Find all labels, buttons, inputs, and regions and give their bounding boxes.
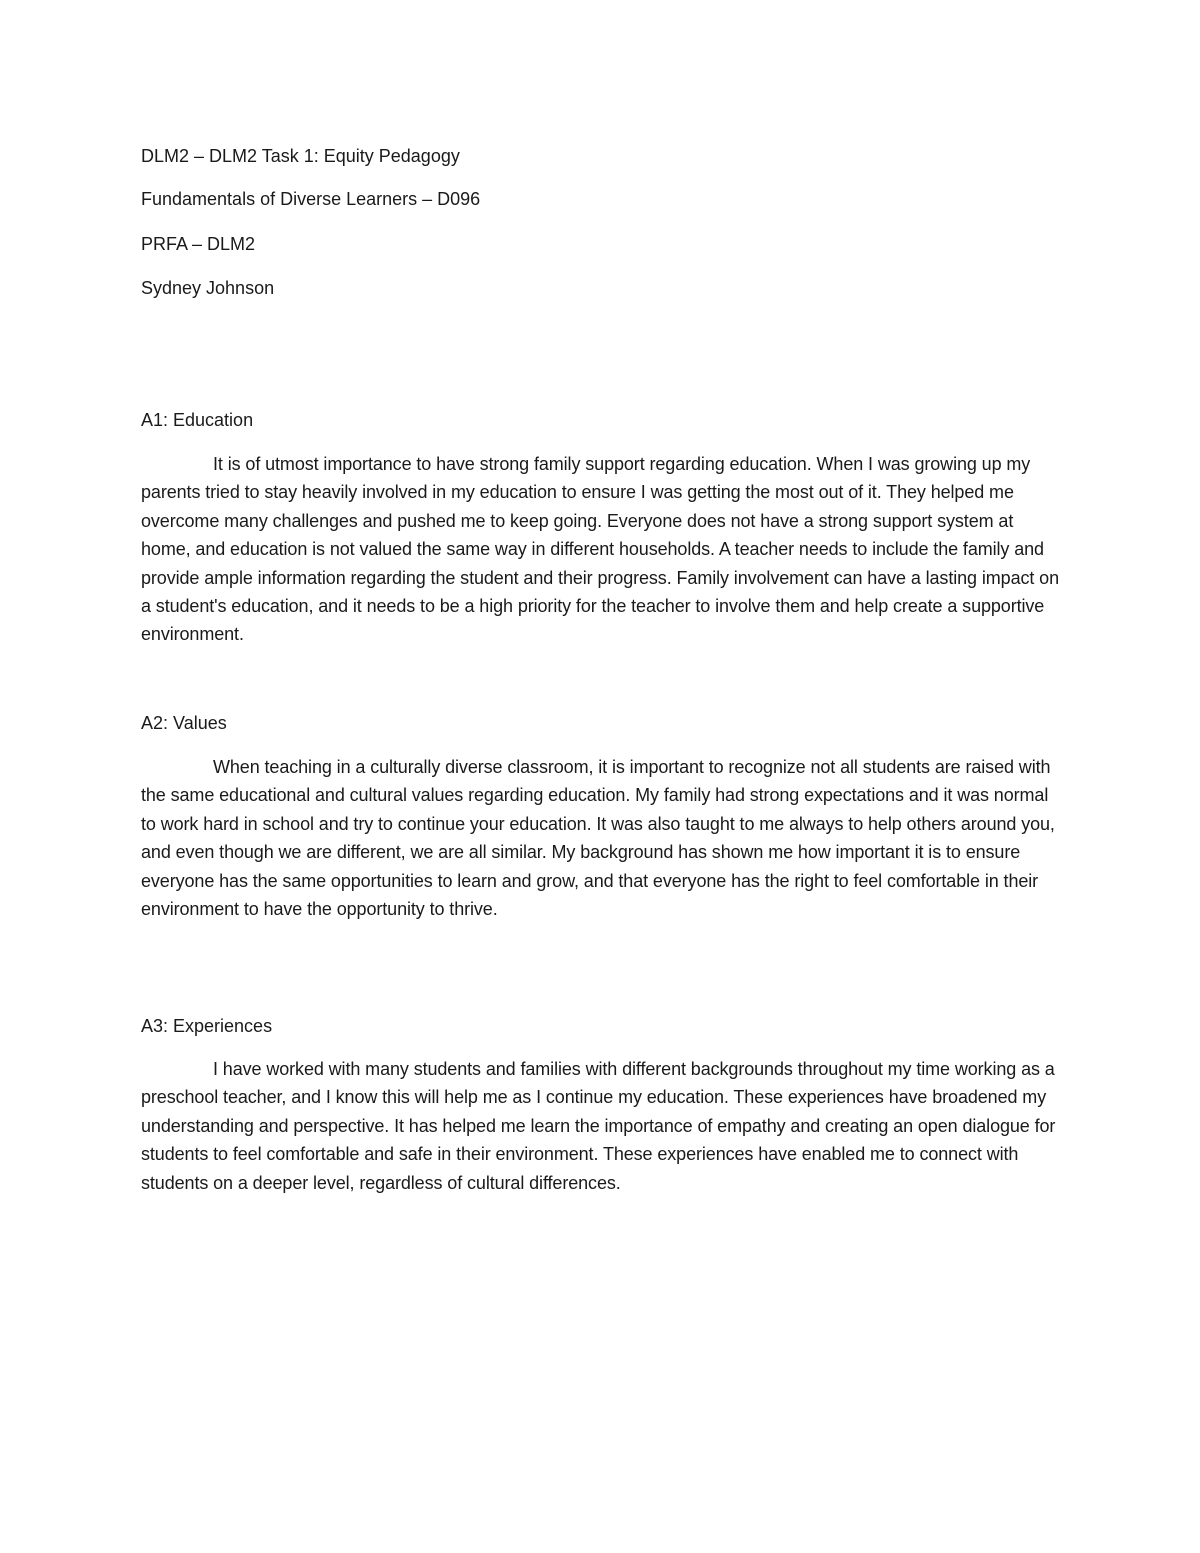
course-title-line: DLM2 – DLM2 Task 1: Equity Pedagogy: [141, 146, 460, 166]
section-heading-a2: A2: Values: [141, 713, 227, 733]
section-body-a1: It is of utmost importance to have strong family support regarding education. When I was growing up my parents tried to stay heavily involved in my education to ensure I was getting the most out of it. They helped me overcome many challenges and pushed me to keep going. Everyone does not have a strong support system at home, and education is not valued the same way in different households. A teacher needs to include the family and provide ample information regarding the student and their progress. Family involvement can have a lasting impact on a student's education, and it needs to be a high priority for the teacher to involve them and help create a supportive environment.: [141, 454, 1059, 645]
class-title-line: Fundamentals of Diverse Learners – D096: [141, 189, 481, 209]
program-line: PRFA – DLM2: [141, 234, 256, 254]
section-heading-a1: A1: Education: [141, 410, 254, 430]
section-body-a3: I have worked with many students and families with different backgrounds throughout my time working as a preschool teacher, and I know this will help me as I continue my education. These experiences have broadened my understanding and perspective. It has helped me learn the importance of empathy and creating an open dialogue for students to feel comfortable and safe in their environment. These experiences have enabled me to connect with students on a deeper level, regardless of cultural differences.: [141, 1059, 1056, 1193]
section-heading-a3: A3: Experiences: [141, 1016, 273, 1036]
section-body-a2: When teaching in a culturally diverse classroom, it is important to recognize not all students are raised with the same educational and cultural values regarding education. My family had strong expectations and it was normal to work hard in school and try to continue your education. It was also taught to me always to help others around you, and even though we are different, we are all similar. My background has shown me how important it is to ensure everyone has the same opportunities to learn and grow, and that everyone has the right to feel comfortable in their environment to have the opportunity to thrive.: [141, 757, 1055, 920]
author-name: Sydney Johnson: [141, 278, 275, 298]
